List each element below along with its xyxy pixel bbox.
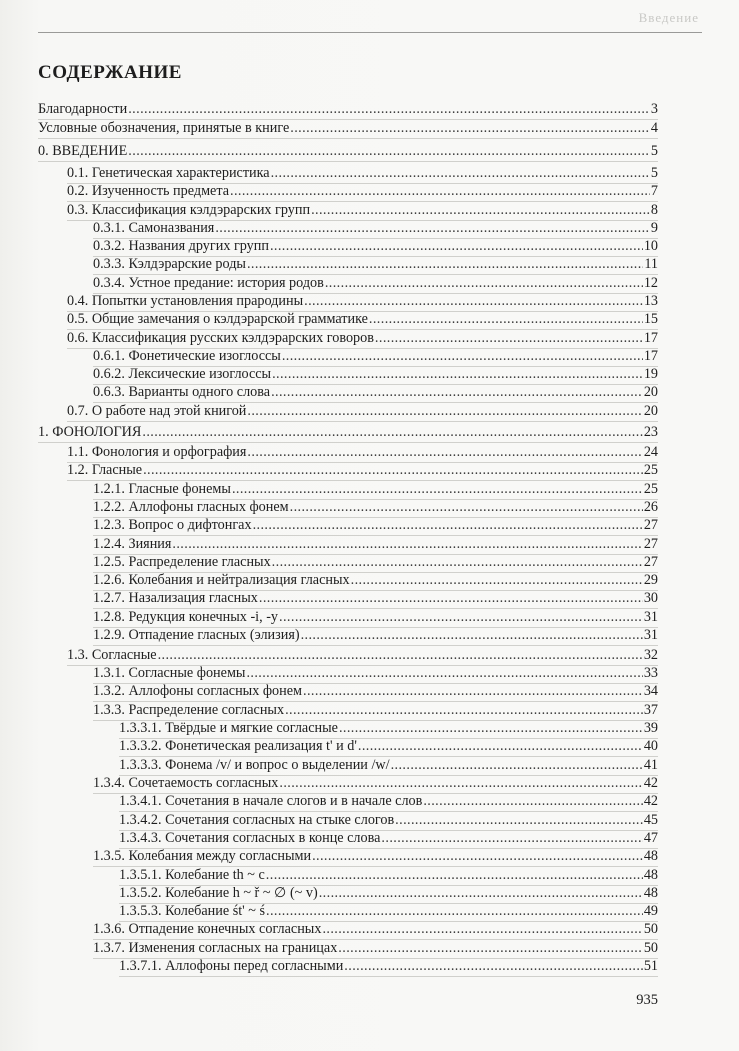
- toc-entry-label: 0.6.2. Лексические изоглоссы: [93, 366, 272, 382]
- toc-entry-label: 1.3.3.2. Фонетическая реализация t' и d': [119, 738, 357, 754]
- toc-entry-page: 24: [643, 444, 658, 460]
- toc-entry-page: 34: [643, 683, 658, 699]
- toc-entry-label: 1.2.2. Аллофоны гласных фонем: [93, 499, 289, 515]
- toc-entry: [38, 100, 658, 120]
- toc-dot-leader: [391, 756, 643, 775]
- toc-entry: [93, 608, 658, 628]
- toc-entry: [67, 646, 658, 666]
- toc-entry-page: 8: [650, 202, 658, 218]
- toc-dot-leader: [247, 402, 642, 421]
- toc-entry: [93, 237, 658, 257]
- toc-entry-label: 1.3.5.1. Колебание th ~ c: [119, 867, 265, 883]
- toc-entry-label: 1.2.5. Распределение гласных: [93, 554, 271, 570]
- page-number: 935: [636, 992, 658, 1008]
- toc-entry-label: 0.3.3. Кэлдэрарские роды: [93, 256, 246, 272]
- toc-entry-page: 25: [643, 462, 658, 478]
- toc-dot-leader: [272, 365, 643, 384]
- toc-entry: [38, 142, 658, 162]
- toc-entry-label: 1.2.8. Редукция конечных -i, -y: [93, 609, 279, 625]
- toc-entry-label: 0.1. Генетическая характеристика: [67, 165, 270, 181]
- toc-entry-page: 26: [643, 499, 658, 515]
- toc-dot-leader: [172, 535, 642, 554]
- toc-entry: [119, 829, 658, 849]
- toc-entry-label: 1.3.6. Отпадение конечных согласных: [93, 921, 322, 937]
- toc-entry-label: 0.3. Классификация кэлдэрарских групп: [67, 202, 311, 218]
- toc-entry-label: 1.3.3. Распределение согласных: [93, 702, 285, 718]
- toc-entry: [93, 365, 658, 385]
- toc-entry-label: 1.3.4.1. Сочетания в начале слогов и в начале слов: [119, 793, 423, 809]
- toc-entry-page: 27: [643, 536, 658, 552]
- running-header: Введение: [638, 10, 699, 25]
- toc-entry-page: 20: [643, 403, 658, 419]
- toc-entry: [93, 480, 658, 500]
- toc-entry-page: 42: [643, 775, 658, 791]
- toc-entry: [119, 902, 658, 922]
- toc-entry-page: 23: [643, 424, 658, 440]
- toc-dot-leader: [271, 383, 643, 402]
- toc-entry-page: 5: [650, 143, 658, 159]
- toc-dot-leader: [270, 237, 643, 256]
- toc-entry-label: 0.5. Общие замечания о кэлдэрарской грамматике: [67, 311, 368, 327]
- toc-dot-leader: [301, 626, 643, 645]
- page-title: СОДЕРЖАНИЕ: [38, 62, 182, 83]
- toc-dot-leader: [338, 939, 643, 958]
- toc-entry-label: 0.3.2. Названия других групп: [93, 238, 269, 254]
- toc-entry-page: 37: [643, 702, 658, 718]
- toc-entry-page: 27: [643, 554, 658, 570]
- toc-entry: [67, 329, 658, 349]
- toc-entry-label: 1.3.3.1. Твёрдые и мягкие согласные: [119, 720, 338, 736]
- toc-entry: [67, 292, 658, 312]
- toc-entry-label: 1.2.3. Вопрос о дифтонгах: [93, 517, 252, 533]
- toc-entry: [67, 164, 658, 184]
- toc-dot-leader: [247, 255, 643, 274]
- toc-entry-page: 48: [643, 848, 658, 864]
- toc-entry-page: 3: [650, 101, 658, 117]
- toc-entry: [119, 811, 658, 831]
- toc-entry-page: 42: [643, 793, 658, 809]
- toc-entry-label: Условные обозначения, принятые в книге: [38, 120, 290, 136]
- toc-dot-leader: [271, 164, 650, 183]
- toc-entry-label: 1.3.4. Сочетаемость согласных: [93, 775, 279, 791]
- toc-entry: [93, 664, 658, 684]
- toc-entry-label: 1.3.4.2. Сочетания согласных на стыке слогов: [119, 812, 395, 828]
- toc-entry: [93, 535, 658, 555]
- toc-dot-leader: [266, 866, 643, 885]
- toc-entry-label: 1.2.6. Колебания и нейтрализация гласных: [93, 572, 350, 588]
- toc-entry-label: 1.3.1. Согласные фонемы: [93, 665, 246, 681]
- toc-entry: [119, 792, 658, 812]
- toc-entry-page: 27: [643, 517, 658, 533]
- toc-dot-leader: [290, 498, 643, 517]
- toc-entry-label: 1.3.4.3. Сочетания согласных в конце слова: [119, 830, 381, 846]
- toc-entry-label: 0.3.1. Самоназвания: [93, 220, 215, 236]
- toc-entry: [93, 219, 658, 239]
- toc-dot-leader: [285, 701, 643, 720]
- toc-entry: [38, 423, 658, 443]
- toc-entry: [93, 589, 658, 609]
- toc-entry-page: 10: [643, 238, 658, 254]
- toc-entry: [93, 774, 658, 794]
- toc-entry-label: 1.3.7. Изменения согласных на границах: [93, 940, 338, 956]
- toc-dot-leader: [142, 423, 642, 442]
- toc-entry-label: 0.4. Попытки установления прародины: [67, 293, 304, 309]
- toc-entry-page: 29: [643, 572, 658, 588]
- toc-entry-page: 41: [643, 757, 658, 773]
- toc-dot-leader: [322, 920, 642, 939]
- toc-dot-leader: [128, 100, 650, 119]
- toc-dot-leader: [266, 902, 643, 921]
- toc-dot-leader: [215, 219, 650, 238]
- toc-dot-leader: [344, 957, 643, 976]
- toc-entry-label: 1.2.7. Назализация гласных: [93, 590, 258, 606]
- toc-dot-leader: [143, 461, 643, 480]
- toc-dot-leader: [246, 664, 642, 683]
- toc-dot-leader: [319, 884, 643, 903]
- toc-entry: [119, 866, 658, 886]
- toc-entry-page: 12: [643, 275, 658, 291]
- toc-entry-page: 31: [643, 609, 658, 625]
- toc-entry: [67, 310, 658, 330]
- toc-dot-leader: [303, 682, 643, 701]
- toc-entry-page: 20: [643, 384, 658, 400]
- toc-dot-leader: [253, 516, 643, 535]
- toc-entry-page: 51: [643, 958, 658, 974]
- toc-entry: [93, 383, 658, 403]
- toc-dot-leader: [358, 737, 643, 756]
- toc-dot-leader: [290, 119, 650, 138]
- toc-dot-leader: [232, 480, 643, 499]
- toc-dot-leader: [369, 310, 643, 329]
- toc-dot-leader: [282, 347, 643, 366]
- toc-entry-label: 0.3.4. Устное предание: история родов: [93, 275, 324, 291]
- toc-entry: [119, 719, 658, 739]
- toc-entry-label: 1.3.2. Аллофоны согласных фонем: [93, 683, 303, 699]
- toc-entry: [67, 443, 658, 463]
- toc-dot-leader: [247, 443, 642, 462]
- toc-dot-leader: [395, 811, 643, 830]
- toc-entry: [93, 498, 658, 518]
- toc-entry: [93, 516, 658, 536]
- toc-entry-page: 31: [643, 627, 658, 643]
- toc-entry: [119, 957, 658, 977]
- toc-dot-leader: [279, 608, 643, 627]
- toc-entry-label: 0.6. Классификация русских кэлдэрарских говоров: [67, 330, 374, 346]
- toc-entry-label: 0.2. Изученность предмета: [67, 183, 230, 199]
- toc-entry-page: 13: [643, 293, 658, 309]
- toc-entry-page: 17: [643, 330, 658, 346]
- toc-entry-label: 0.7. О работе над этой книгой: [67, 403, 247, 419]
- toc-entry: [67, 461, 658, 481]
- toc-dot-leader: [381, 829, 642, 848]
- toc-dot-leader: [325, 274, 643, 293]
- toc-entry: [93, 571, 658, 591]
- toc-entry-page: 15: [643, 311, 658, 327]
- toc-dot-leader: [230, 182, 650, 201]
- toc-entry-label: Благодарности: [38, 101, 128, 117]
- toc-entry-page: 48: [643, 867, 658, 883]
- toc-entry-page: 30: [643, 590, 658, 606]
- toc-dot-leader: [375, 329, 643, 348]
- toc-entry-label: 1.3.5.3. Колебание śt' ~ ś: [119, 903, 266, 919]
- toc-dot-leader: [158, 646, 643, 665]
- toc-entry: [67, 182, 658, 202]
- toc-entry-page: 47: [643, 830, 658, 846]
- toc-entry: [119, 756, 658, 776]
- toc-entry-label: 0. ВВЕДЕНИЕ: [38, 143, 128, 159]
- toc-entry-label: 1.2. Гласные: [67, 462, 143, 478]
- toc-dot-leader: [279, 774, 642, 793]
- toc-entry-label: 1.2.9. Отпадение гласных (элизия): [93, 627, 300, 643]
- toc-entry-page: 4: [650, 120, 658, 136]
- toc-entry-label: 0.6.1. Фонетические изоглоссы: [93, 348, 281, 364]
- toc-entry: [119, 884, 658, 904]
- toc-dot-leader: [423, 792, 642, 811]
- toc-entry: [93, 626, 658, 646]
- toc-entry-label: 1.3.7.1. Аллофоны перед согласными: [119, 958, 344, 974]
- toc-entry-label: 1.3.5.2. Колебание h ~ ř ~ ∅ (~ v): [119, 885, 318, 901]
- toc-dot-leader: [312, 847, 643, 866]
- toc-dot-leader: [304, 292, 643, 311]
- toc-dot-leader: [128, 142, 650, 161]
- toc-entry-label: 1.3.5. Колебания между согласными: [93, 848, 312, 864]
- toc-entry-page: 17: [643, 348, 658, 364]
- toc-entry-label: 1. ФОНОЛОГИЯ: [38, 424, 142, 440]
- toc-entry-label: 1.3. Согласные: [67, 647, 157, 663]
- toc-entry: [119, 737, 658, 757]
- toc-entry: [93, 255, 658, 275]
- toc-entry: [93, 939, 658, 959]
- toc-entry-page: 19: [643, 366, 658, 382]
- toc-entry-page: 11: [644, 256, 658, 272]
- toc-entry: [93, 274, 658, 294]
- toc-entry-label: 1.2.1. Гласные фонемы: [93, 481, 231, 497]
- toc-entry: [93, 701, 658, 721]
- toc-entry: [67, 402, 658, 422]
- toc-entry-page: 33: [643, 665, 658, 681]
- toc-entry-page: 45: [643, 812, 658, 828]
- toc-dot-leader: [351, 571, 643, 590]
- toc-entry-page: 49: [643, 903, 658, 919]
- toc-entry-page: 7: [650, 183, 658, 199]
- toc-entry: [93, 682, 658, 702]
- toc-entry-label: 1.3.3.3. Фонема /v/ и вопрос о выделении /w/: [119, 757, 390, 773]
- toc-entry-page: 25: [643, 481, 658, 497]
- header-rule: [38, 32, 702, 33]
- toc-entry-label: 0.6.3. Варианты одного слова: [93, 384, 271, 400]
- toc-entry-page: 40: [643, 738, 658, 754]
- toc-dot-leader: [272, 553, 643, 572]
- toc-dot-leader: [339, 719, 643, 738]
- toc-entry-page: 9: [650, 220, 658, 236]
- toc-entry-page: 32: [643, 647, 658, 663]
- toc-dot-leader: [259, 589, 643, 608]
- toc-entry: [93, 553, 658, 573]
- toc-entry: [93, 347, 658, 367]
- toc-entry: [93, 847, 658, 867]
- toc-entry-page: 39: [643, 720, 658, 736]
- toc-entry-label: 1.2.4. Зияния: [93, 536, 172, 552]
- toc-entry: [67, 201, 658, 221]
- toc-dot-leader: [311, 201, 650, 220]
- toc-entry-page: 5: [650, 165, 658, 181]
- toc-entry-page: 48: [643, 885, 658, 901]
- toc-entry-page: 50: [643, 940, 658, 956]
- toc-entry-page: 50: [643, 921, 658, 937]
- toc-entry: [38, 119, 658, 139]
- toc-entry: [93, 920, 658, 940]
- toc-entry-label: 1.1. Фонология и орфография: [67, 444, 247, 460]
